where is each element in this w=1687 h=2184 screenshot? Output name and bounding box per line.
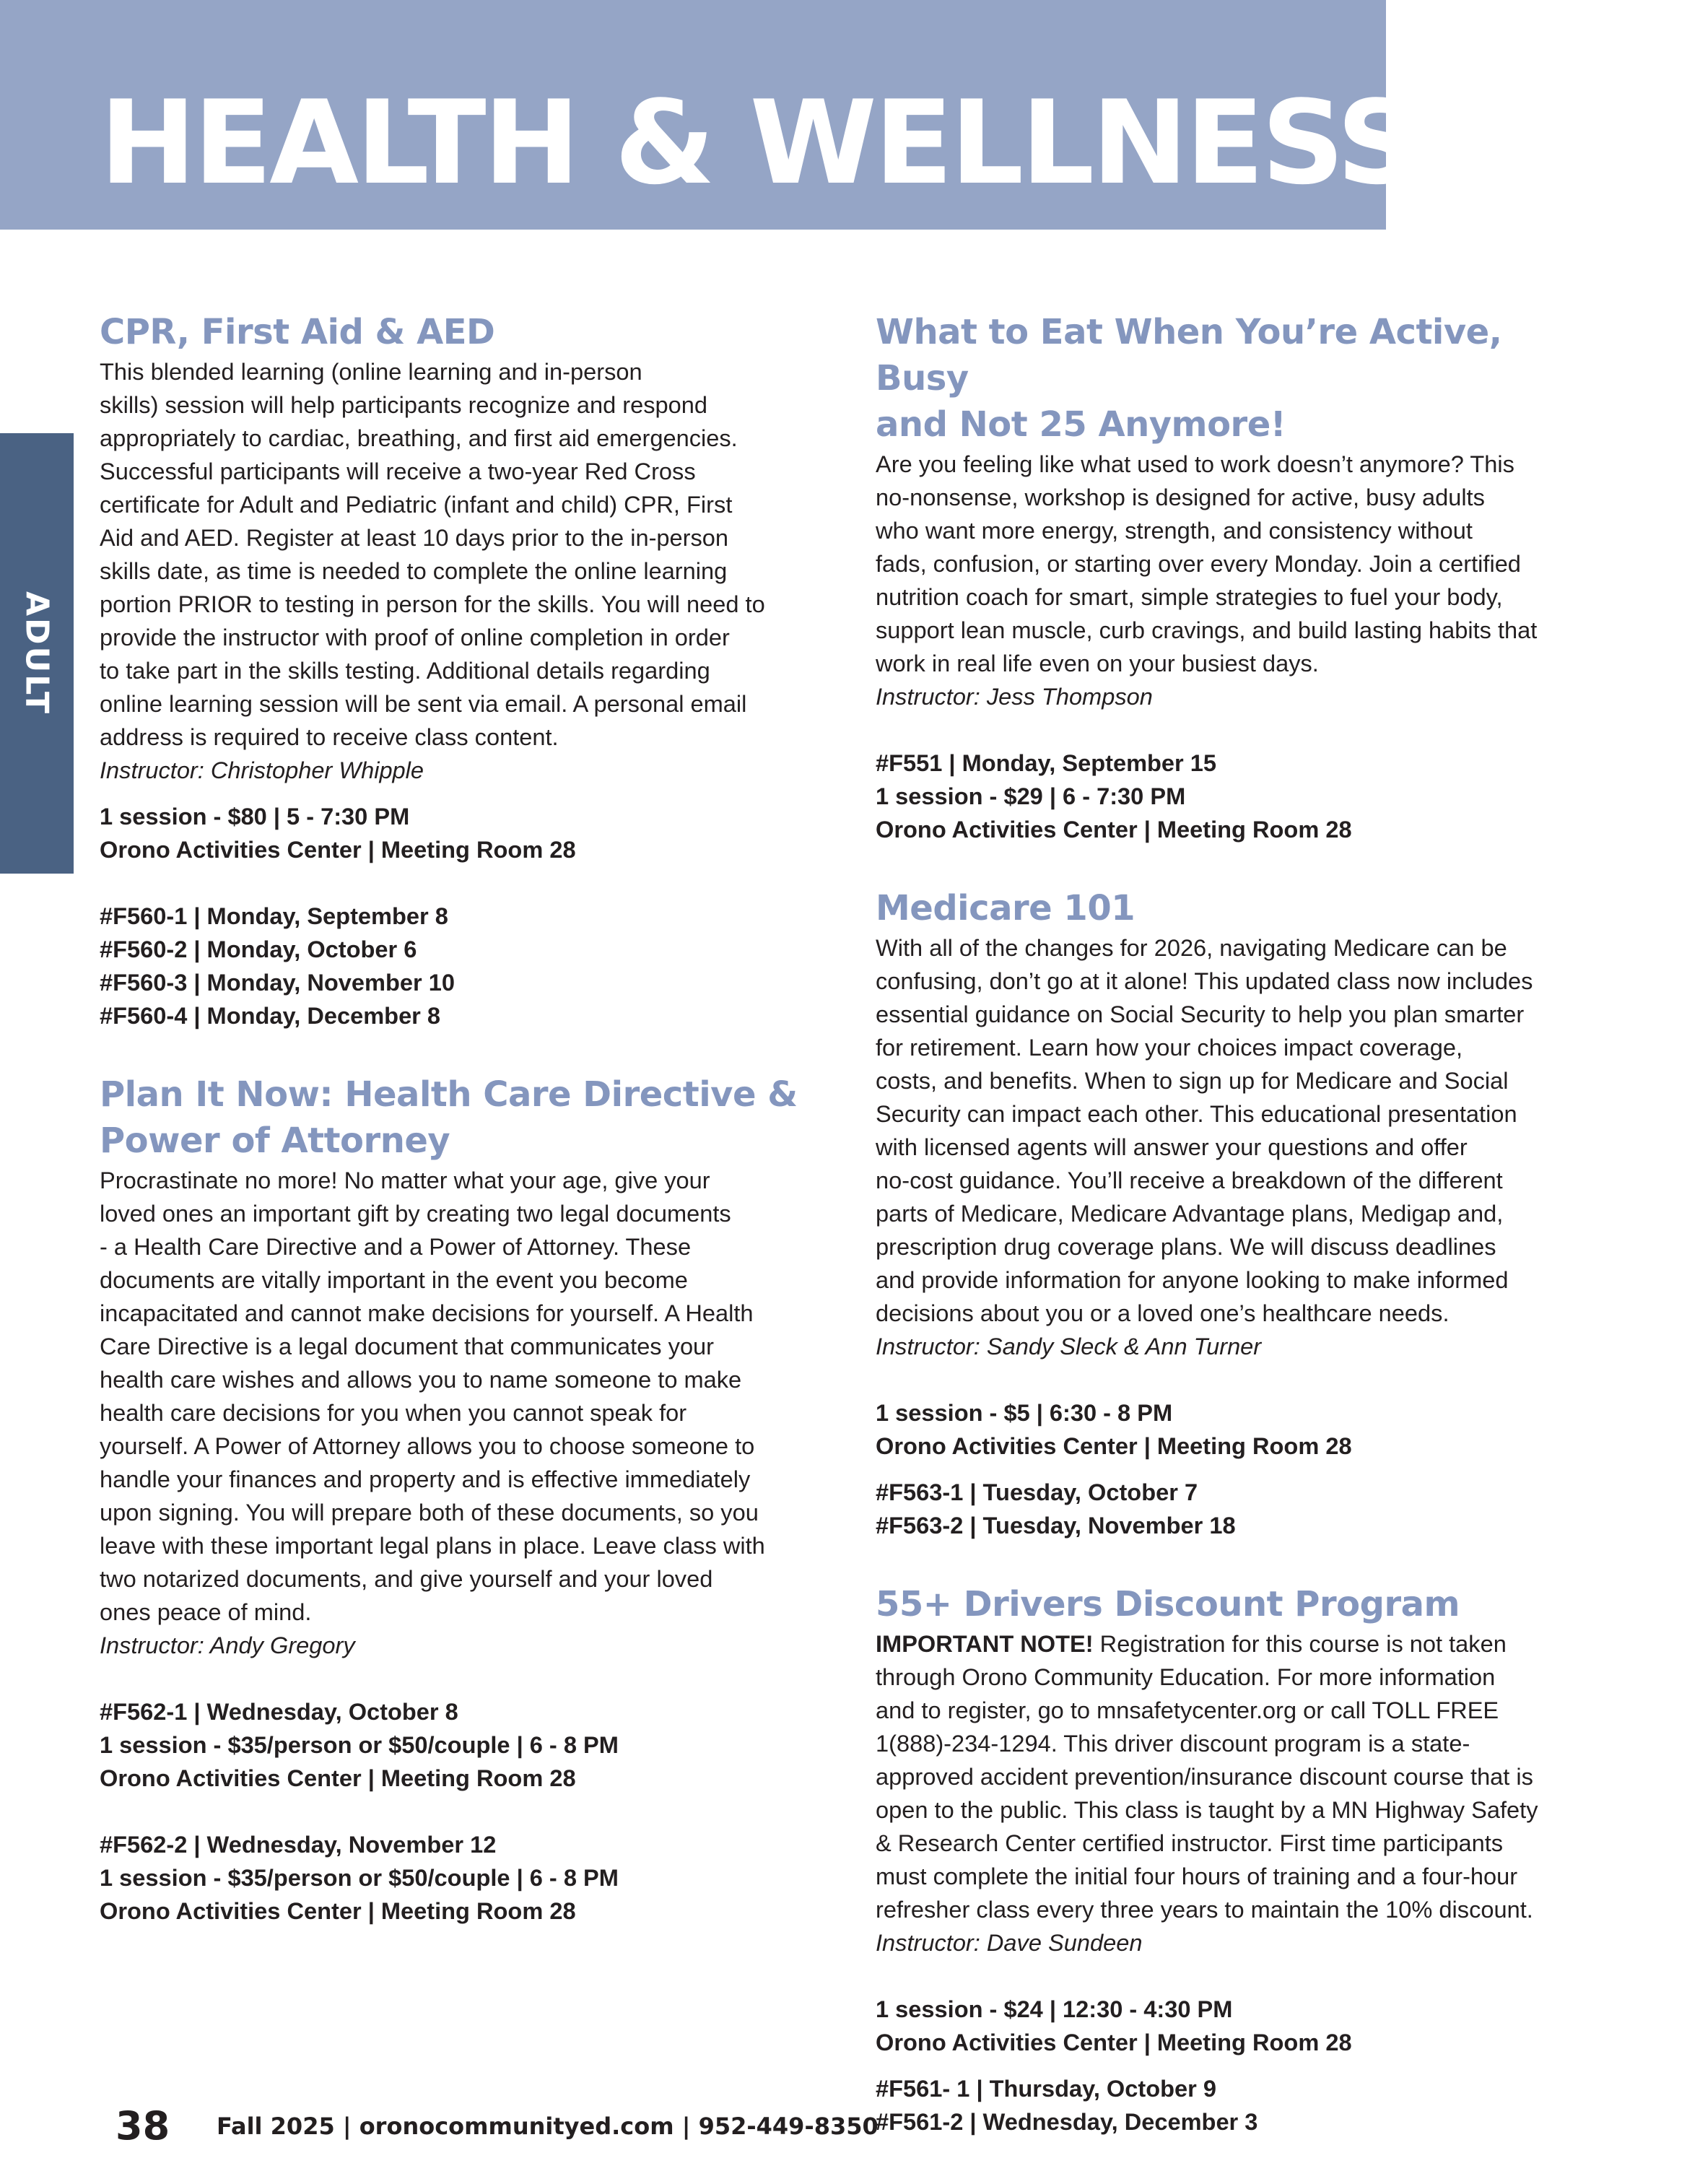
course-date: #F560-2 | Monday, October 6	[100, 936, 417, 962]
course-what-to-eat	[876, 309, 1597, 846]
course-date: #F560-4 | Monday, December 8	[100, 1002, 441, 1029]
course-title: Plan It Now: Health Care Directive & Power of Attorney	[100, 1074, 798, 1161]
course-date: #F551 | Monday, September 15	[876, 749, 1217, 776]
course-session: 1 session - $5 | 6:30 - 8 PM	[876, 1399, 1173, 1426]
course-session: 1 session - $35/person or $50/couple | 6 - 8 PM	[100, 1731, 619, 1758]
course-details	[876, 1396, 1597, 1463]
course-date: #F562-1 | Wednesday, October 8	[100, 1698, 458, 1725]
section-tab-adult	[0, 433, 74, 874]
course-title: Medicare 101	[876, 888, 1135, 928]
footer-info: Fall 2025 | oronocommunityed.com | 952-449-8350	[217, 2113, 879, 2140]
course-details	[100, 800, 821, 866]
course-instructor: Instructor: Jess Thompson	[876, 683, 1153, 710]
course-details	[876, 747, 1597, 846]
course-session: 1 session - $24 | 12:30 - 4:30 PM	[876, 1996, 1233, 2022]
course-description: IMPORTANT NOTE! Registration for this course is not taken through Orono Community Education. For more information and to register, go to mnsafetycenter.org or call TOLL FREE 1(888)-234-1294. This driver discount program is a state- approved accident prevention/insurance discount course that is open to the public. This class is taught by a MN Highway Safety & Research Center certified instructor. First time participants must complete the initial four hours of training and a four-hour refresher class every three years to maintain the 10% discount.	[876, 1630, 1538, 1923]
section-tab-label: ADULT	[18, 591, 56, 716]
header-banner	[0, 0, 1417, 230]
course-instructor: Instructor: Sandy Sleck & Ann Turner	[876, 1333, 1262, 1359]
course-date: #F560-3 | Monday, November 10	[100, 969, 455, 996]
course-cpr	[100, 309, 821, 1032]
course-plan-it-now	[100, 1071, 821, 1928]
course-location: Orono Activities Center | Meeting Room 28	[876, 2029, 1352, 2055]
course-description: This blended learning (online learning and in-person skills) session will help participants recognize and respond appropriately to cardiac, breathing, and first aid emergencies. Successful participants will receive a two-year Red Cross certificate for Adult and Pediatric (infant and child) CPR, First Aid and AED. Register at least 10 days prior to the in-person skills date, as time is needed to complete the online learning portion PRIOR to testing in person for the skills. You will need to provide the instructor with proof of online completion in order to take part in the skills testing. Additional details regarding online learning session will be sent via email. A personal email address is required to receive class content.	[100, 358, 765, 750]
course-title: CPR, First Aid & AED	[100, 312, 495, 352]
course-details	[876, 1993, 1597, 2059]
course-description: Procrastinate no more! No matter what your age, give your loved ones an important gift by creating two legal documents - a Health Care Directive and a Power of Attorney. These documents are vitally important in the event you become incapacitated and cannot make decisions for yourself. A Health Care Directive is a legal document that communicates your health care wishes and allows you to name someone to make health care decisions for you when you cannot speak for yourself. A Power of Attorney allows you to choose someone to handle your finances and property and is effective immediately upon signing. You will prepare both of these documents, so you leave with these important legal plans in place. Leave class with two notarized documents, and give yourself and your loved ones peace of mind.	[100, 1167, 765, 1625]
page-title: HEALTH & WELLNESS	[100, 75, 1417, 210]
course-session: 1 session - $29 | 6 - 7:30 PM	[876, 783, 1186, 809]
left-column	[100, 309, 821, 1928]
course-date: #F561-2 | Wednesday, December 3	[876, 2108, 1258, 2135]
course-location: Orono Activities Center | Meeting Room 28	[876, 816, 1352, 843]
course-instructor: Instructor: Christopher Whipple	[100, 757, 424, 783]
course-session: 1 session - $35/person or $50/couple | 6 - 8 PM	[100, 1864, 619, 1891]
course-dates	[876, 2072, 1597, 2139]
right-column	[876, 309, 1597, 2139]
course-description: With all of the changes for 2026, navigating Medicare can be confusing, don’t go at it alone! This updated class now includes essential guidance on Social Security to help you plan smarter for retirement. Learn how your choices impact coverage, costs, and benefits. When to sign up for Medicare and Social Security can impact each other. This educational presentation with licensed agents will answer your questions and offer no-cost guidance. You’ll receive a breakdown of the different parts of Medicare, Medicare Advantage plans, Medigap and, prescription drug coverage plans. We will discuss deadlines and provide information for anyone looking to make informed decisions about you or a loved one’s healthcare needs.	[876, 934, 1533, 1326]
course-date: #F561- 1 | Thursday, October 9	[876, 2075, 1217, 2102]
course-dates	[876, 1476, 1597, 1542]
course-location: Orono Activities Center | Meeting Room 28	[100, 836, 576, 863]
course-location: Orono Activities Center | Meeting Room 28	[100, 1897, 576, 1924]
course-section-2	[100, 1828, 821, 1928]
course-title: What to Eat When You’re Active, Busy and Not 25 Anymore!	[876, 312, 1502, 445]
course-drivers-discount	[876, 1581, 1597, 2139]
course-session: 1 session - $80 | 5 - 7:30 PM	[100, 803, 410, 830]
course-location: Orono Activities Center | Meeting Room 28	[100, 1765, 576, 1791]
course-date: #F562-2 | Wednesday, November 12	[100, 1831, 497, 1858]
course-dates	[100, 900, 821, 1032]
course-medicare-101	[876, 885, 1597, 1542]
course-instructor: Instructor: Andy Gregory	[100, 1632, 355, 1658]
page-number: 38	[115, 2103, 170, 2149]
course-title: 55+ Drivers Discount Program	[876, 1584, 1460, 1624]
course-section-1	[100, 1695, 821, 1795]
course-description: Are you feeling like what used to work doesn’t anymore? This no-nonsense, workshop is designed for active, busy adults who want more energy, strength, and consistency without fads, confusion, or starting over every Monday. Join a certified nutrition coach for smart, simple strategies to fuel your body, support lean muscle, curb cravings, and build lasting habits that work in real life even on your busiest days.	[876, 451, 1538, 676]
course-instructor: Instructor: Dave Sundeen	[876, 1929, 1143, 1956]
course-date: #F563-2 | Tuesday, November 18	[876, 1512, 1236, 1539]
important-note-label: IMPORTANT NOTE!	[876, 1630, 1094, 1657]
course-date: #F563-1 | Tuesday, October 7	[876, 1479, 1198, 1505]
course-location: Orono Activities Center | Meeting Room 28	[876, 1432, 1352, 1459]
course-date: #F560-1 | Monday, September 8	[100, 902, 448, 929]
